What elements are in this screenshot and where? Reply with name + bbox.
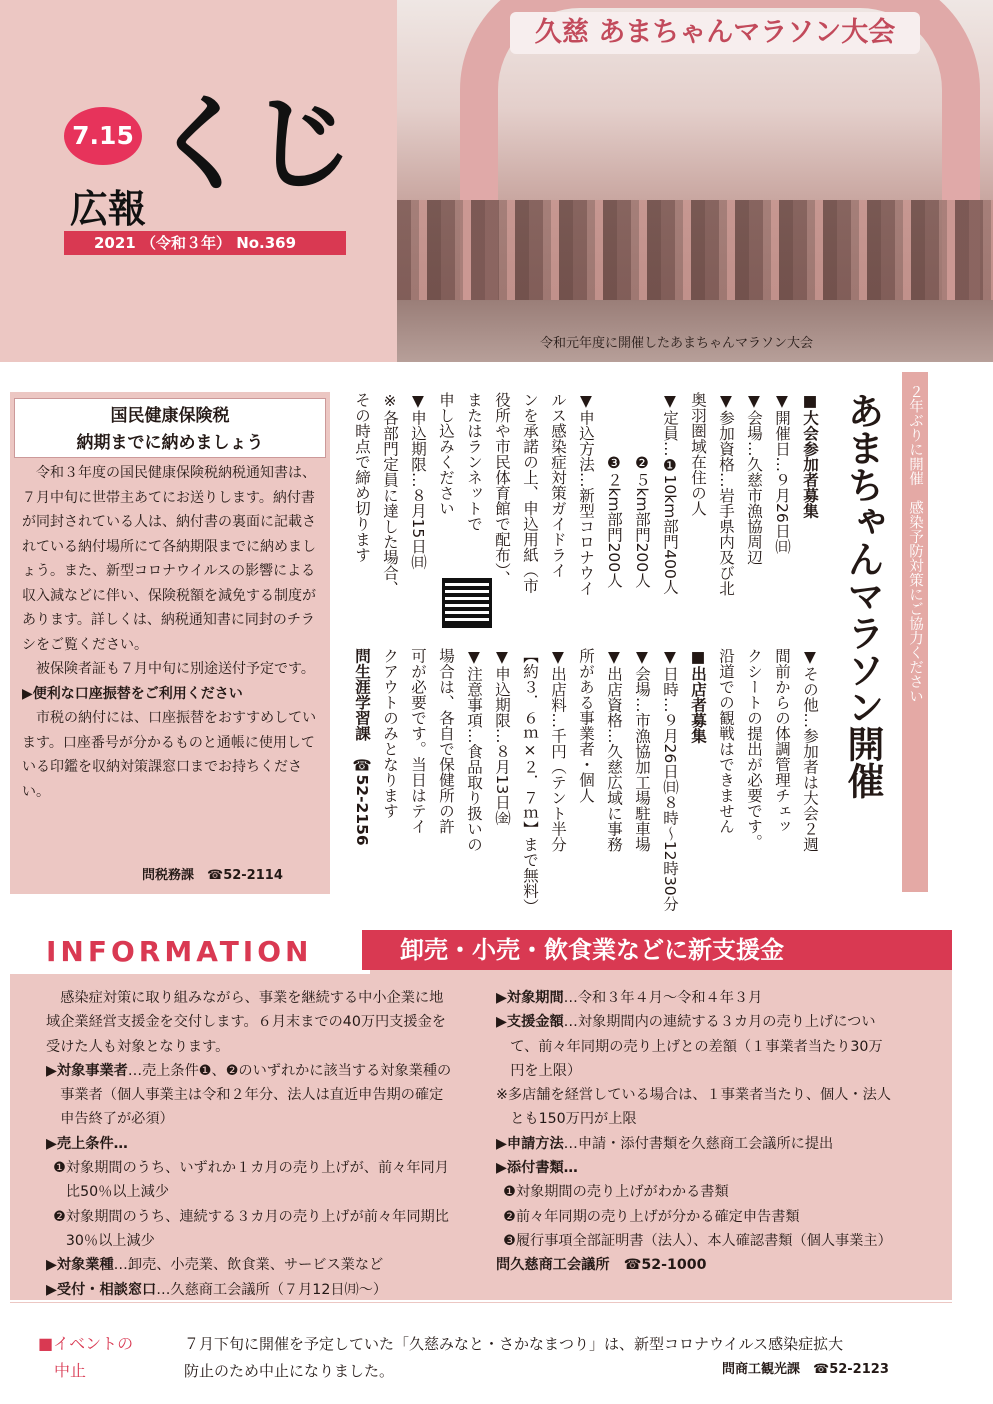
info-text: …売上条件❶、❷のいずれかに該当する対象業種の事業者（個人事業主は令和２年分、法人は直近申告期の確定申告終了が必須） — [60, 1062, 452, 1128]
info-note: ※多店舗を経営している場合は、１事業者当たり、個人・法人とも150万円が上限 — [496, 1087, 891, 1128]
v-col: その時点で締め切ります — [353, 392, 371, 563]
v-col-lower: ▼会場…市漁協加工場駐車場 — [633, 648, 651, 852]
info-head: ▶対象事業者 — [46, 1062, 128, 1079]
tax-paragraph: 令和３年度の国民健康保険税納税通知書は、７月中旬に世帯主あてにお送りします。納付書が同封されている人は、納付書の裏面に記載されている納付場所にて各納期限までに納めましょう。また、新型コロナウイルスの影響による収入減などに伴い、保険税額を減免する制度があります。詳しくは、納税通知書に同封のチラシをご覧ください。 — [22, 465, 316, 653]
v-col: ンを承諾の上、申込用紙（市 — [521, 392, 539, 594]
v-col: ▼会場…久慈市漁協周辺 — [745, 392, 763, 565]
info-text: …卸売、小売業、飲食業、サービス業など — [113, 1257, 384, 1274]
v-col: 申し込みください — [437, 392, 455, 516]
v-col-lower: 間前からの体調管理チェッ — [773, 648, 791, 834]
info-head: ▶売上条件… — [46, 1135, 128, 1152]
photo-road — [397, 300, 993, 362]
info-item: ❷前々年同期の売り上げが分かる確定申告書類 — [503, 1208, 800, 1225]
v-col-lower: 可が必要です。当日はテイ — [409, 648, 427, 834]
info-head: ▶対象期間 — [496, 990, 564, 1006]
info-head: ▶受付・相談窓口 — [46, 1281, 157, 1298]
v-col-lower: 所がある事業者・個人 — [577, 648, 595, 803]
v-col: ※各部門定員に達した場合、 — [381, 392, 399, 596]
v-col-lower: 沿道での観戦はできません — [717, 648, 735, 834]
v-col: ▼参加資格…岩手県内及び北 — [717, 392, 735, 596]
event-contact: 問商工観光課 ☎52-2123 — [722, 1362, 889, 1377]
information-label: INFORMATION — [10, 930, 370, 974]
v-col-lower: 場合は、各自で保健所の許 — [437, 648, 455, 834]
v-col-lower: クアウトのみとなります — [381, 648, 399, 819]
v-col: またはランネットで — [465, 392, 483, 532]
info-contact: 問久慈商工会議所 ☎52-1000 — [496, 1257, 707, 1274]
v-col: 奥羽圏域在住の人 — [689, 392, 707, 516]
info-text: …申請・添付書類を久慈商工会議所に提出 — [563, 1135, 834, 1152]
event-label — [38, 1330, 133, 1384]
tax-title-line2: 納期までに納めましょう — [76, 433, 264, 453]
divider — [10, 1302, 952, 1303]
info-item: ❶対象期間のうち、いずれか１カ月の売り上げが、前々年同月比50％以上減少 — [53, 1160, 449, 1201]
event-text-line1: ７月下旬に開催を予定していた「久慈みなと・さかなまつり」は、新型コロナウイルス感染症拡大 — [184, 1335, 844, 1353]
photo-banner: 久慈 あまちゃんマラソン大会 — [510, 12, 920, 54]
v-col: ❸２km部門200人 — [605, 392, 623, 588]
v-col-lower: ▼日時…９月26日㈰８時～12時30分 — [661, 648, 679, 912]
v-col-lower: ▼申込期限…８月13日㈮ — [493, 648, 511, 826]
event-label-line1: ■イベントの — [38, 1334, 134, 1353]
info-head: ▶対象業種 — [46, 1257, 114, 1274]
v-col-lower: ■出店者募集 — [689, 648, 707, 744]
tax-paragraph: 被保険者証も７月中旬に別途送付予定です。 — [36, 661, 315, 677]
photo-caption: 令和元年度に開催したあまちゃんマラソン大会 — [540, 336, 814, 351]
info-lead: 感染症対策に取り組みながら、事業を継続する中小企業に地域企業経営支援金を交付します。６月末までの40万円支援金を受けた人も対象となります。 — [46, 990, 446, 1055]
v-col-lower: 【約３．６ｍ×２．７ｍ】まで無料） — [521, 648, 539, 914]
event-label-line2: 中止 — [54, 1361, 87, 1380]
tax-body — [22, 461, 318, 804]
information-right — [496, 986, 896, 1278]
v-col-lower: ▼出店資格…久慈広域に事務 — [605, 648, 623, 852]
info-head: ▶添付書類… — [496, 1160, 578, 1177]
tax-contact: 問税務課 ☎52-2114 — [142, 868, 283, 883]
v-col: ルス感染症対策ガイドライ — [549, 392, 567, 578]
v-col-lower: ▼その他…参加者は大会２週 — [801, 648, 819, 852]
masthead-title: くじ — [150, 83, 351, 205]
info-head: ▶申請方法 — [496, 1135, 564, 1152]
v-col: ▼開催日…９月26日㈰ — [773, 392, 791, 554]
tax-title-line1: 国民健康保険税 — [110, 406, 230, 426]
event-text-line2: 防止のため中止になりました。 — [184, 1362, 395, 1380]
qr-code-icon — [442, 578, 492, 628]
tax-title — [14, 398, 326, 458]
tax-subhead: ▶便利な口座振替をご利用ください — [22, 685, 243, 702]
issue-date-badge: 7.15 — [64, 107, 142, 165]
v-col-lower: ▼出店料…千円（テント半分 — [549, 648, 567, 852]
masthead-kouhou: 広報 — [70, 187, 147, 231]
info-text: …令和３年４月～令和４年３月 — [563, 990, 763, 1006]
v-col: ■大会参加者募集 — [801, 392, 819, 519]
v-col-lower: 問生涯学習課 ☎52-2156 — [353, 648, 371, 846]
v-col: ▼定員…❶10km部門400人 — [661, 392, 679, 595]
tax-paragraph: 市税の納付には、口座振替をおすすめしています。口座番号が分かるものと通帳に使用している印鑑を収納対策課窓口までお持ちください。 — [22, 710, 317, 800]
info-text: …久慈商工会議所（７月12日㈪～） — [156, 1281, 388, 1298]
info-item: ❷対象期間のうち、連続する３カ月の売り上げが前々年同期比30％以上減少 — [53, 1208, 449, 1249]
v-col: ▼申込期限…８月15日㈰ — [409, 392, 427, 570]
info-item: ❸履行事項全部証明書（法人）、本人確認書類（個人事業主） — [503, 1232, 892, 1249]
v-col: 役所や市民体育館で配布）、 — [493, 392, 511, 586]
v-col: ❷５km部門200人 — [633, 392, 651, 588]
info-text: …対象期間内の連続する３カ月の売り上げについて、前々年同期の売り上げとの差額（１事業者当たり30万円を上限） — [510, 1014, 883, 1079]
v-col-lower: ▼注意事項…食品取り扱いの — [465, 648, 483, 852]
marathon-side-strip: ２年ぶりに開催 感染予防対策にご協力ください — [902, 372, 928, 892]
marathon-title: あまちゃんマラソン開催 — [841, 392, 885, 799]
info-head: ▶支援金額 — [496, 1014, 564, 1031]
information-title: 卸売・小売・飲食業などに新支援金 — [362, 930, 952, 970]
v-col-lower: クシートの提出が必要です。 — [745, 648, 763, 850]
information-left — [46, 986, 456, 1302]
issue-number: 2021 （令和３年） No.369 — [64, 231, 346, 255]
v-col: ▼申込方法…新型コロナウイ — [577, 392, 595, 596]
info-item: ❶対象期間の売り上げがわかる書類 — [503, 1184, 729, 1201]
